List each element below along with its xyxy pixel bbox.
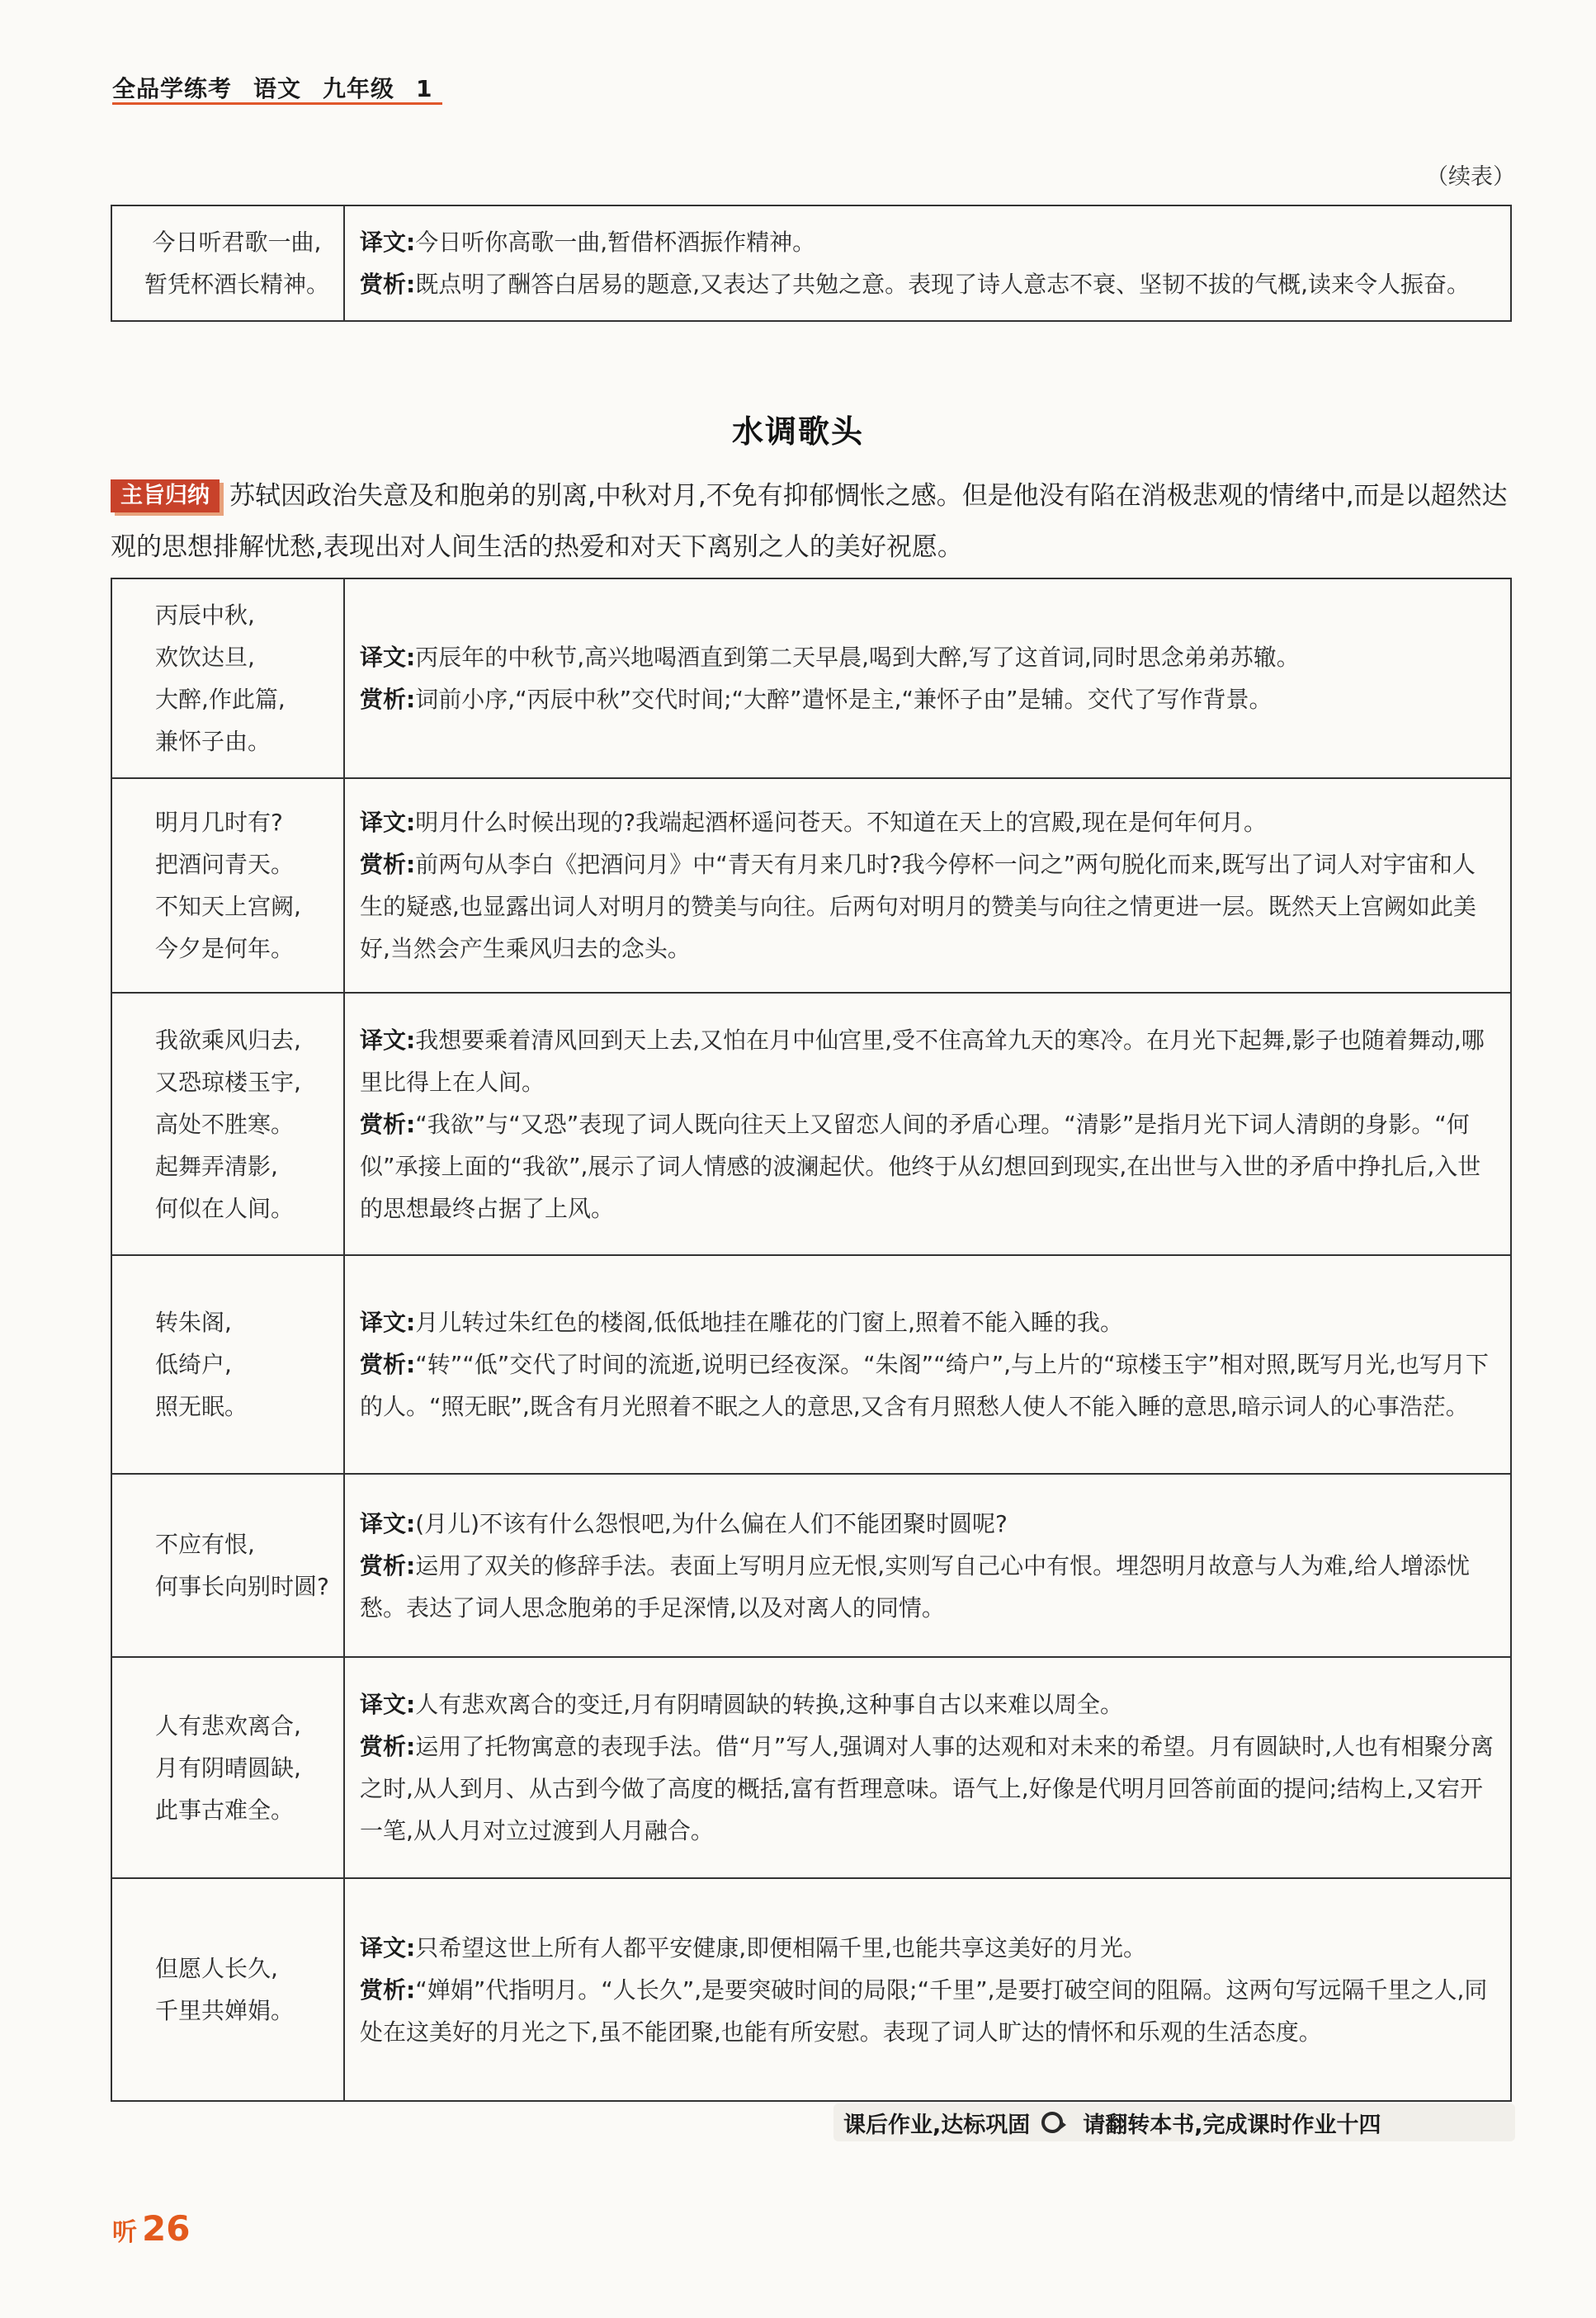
poem-lines-cell: [111, 1255, 344, 1474]
poem-line: 月有阴晴圆缺,: [155, 1754, 301, 1782]
analysis: [360, 1969, 1495, 2053]
page-number: [112, 2208, 190, 2249]
poem-line: 兼怀子由。: [155, 728, 272, 755]
explanation-cell: [344, 1255, 1511, 1474]
translation-text: 月儿转过朱红色的楼阁,低低地挂在雕花的门窗上,照着不能入睡的我。: [415, 1309, 1124, 1336]
analysis: [360, 843, 1495, 970]
poem-line: 何事长向别时圆?: [155, 1573, 329, 1600]
poem-line: 又恐琼楼玉宇,: [155, 1068, 301, 1096]
translation: [360, 221, 1495, 263]
poem-line: 不应有恨,: [155, 1531, 255, 1558]
page-header: [112, 71, 455, 102]
translation-text: 今日听你高歌一曲,暂借杯酒振作精神。: [415, 229, 816, 256]
page-prefix: 听: [112, 2218, 137, 2247]
translation: [360, 1683, 1495, 1726]
translation: [360, 1019, 1495, 1103]
poem-line: 起舞弄清影,: [155, 1152, 278, 1180]
poem-line: 今夕是何年。: [155, 935, 295, 962]
analysis-label: 赏析:: [360, 686, 416, 713]
theme-summary: [111, 470, 1513, 573]
poem-lines-cell: [111, 1878, 344, 2101]
explanation-cell: [344, 205, 1511, 321]
analysis-text: 词前小序,“丙辰中秋”交代时间;“大醉”遣怀是主,“兼怀子由”是辅。交代了写作背景。: [415, 686, 1273, 713]
analysis: [360, 1343, 1495, 1428]
explanation-cell: [344, 1474, 1511, 1657]
analysis: [360, 1726, 1495, 1852]
subject: 语文: [253, 75, 302, 102]
analysis-text: 运用了双关的修辞手法。表面上写明月应无恨,实则写自己心中有恨。埋怨明月故意与人为难,给人增添忧愁。表达了词人思念胞弟的手足深情,以及对离人的同情。: [360, 1551, 1471, 1622]
poem-line: 照无眠。: [155, 1393, 248, 1420]
analysis: [360, 678, 1495, 720]
translation-label: 译文:: [360, 1026, 416, 1054]
translation-label: 译文:: [360, 1309, 416, 1336]
translation-text: 明月什么时候出现的?我端起酒杯遥问苍天。不知道在天上的宫殿,现在是何年何月。: [415, 809, 1267, 836]
table-row: [111, 1657, 1511, 1878]
table-row: [111, 1474, 1511, 1657]
analysis-label: 赏析:: [360, 271, 416, 298]
translation: [360, 1301, 1495, 1343]
poem-line: 大醉,作此篇,: [155, 686, 286, 713]
translation: [360, 1927, 1495, 1969]
poem-line: 人有悲欢离合,: [155, 1711, 301, 1740]
explanation-cell: [344, 993, 1511, 1255]
table-row: [111, 578, 1511, 778]
previous-poem-table: [111, 205, 1512, 322]
theme-badge: 主旨归纳: [111, 479, 220, 512]
translation-label: 译文:: [360, 1509, 416, 1537]
page-number-value: 26: [142, 2208, 191, 2249]
homework-footer: [833, 2103, 1515, 2141]
brand-name: 全品学练考: [112, 75, 233, 102]
analysis-text: “转”“低”交代了时间的流逝,说明已经夜深。“朱阁”“绮户”,与上片的“琼楼玉宇”相对照,既写月光,也写月下的人。“照无眠”,既含有月光照着不眠之人的意思,又含有月照愁人使人不能入睡的意思,暗示词人的心事浩茫。: [360, 1351, 1489, 1420]
table-row: [111, 778, 1511, 993]
poem-lines-cell: [111, 778, 344, 993]
poem-lines-cell: [111, 1474, 344, 1657]
poem-line: 转朱阁,: [155, 1309, 232, 1336]
footer-right-text: 请翻转本书,完成课时作业十四: [1083, 2112, 1381, 2138]
explanation-cell: [344, 578, 1511, 778]
poem-line: 今日听君歌一曲,: [152, 229, 322, 256]
translation-text: 我想要乘着清风回到天上去,又怕在月中仙宫里,受不住高耸九天的寒冷。在月光下起舞,影子也随着舞动,哪里比得上在人间。: [360, 1026, 1485, 1096]
analysis-label: 赏析:: [360, 1110, 416, 1138]
analysis-text: 前两句从李白《把酒问月》中“青天有月来几时?我今停杯一问之”两句脱化而来,既写出了词人对宇宙和人生的疑惑,也显露出词人对明月的赞美与向往。后两句对明月的赞美与向往之情更进一层。既然天上宫阙如此美好,当然会产生乘风归去的念头。: [360, 851, 1476, 962]
translation-text: (月儿)不该有什么怨恨吧,为什么偏在人们不能团聚时圆呢?: [415, 1509, 1008, 1537]
poem-lines-cell: [111, 993, 344, 1255]
table-row: [111, 993, 1511, 1255]
poem-line: 欢饮达旦,: [155, 644, 255, 671]
analysis-text: “我欲”与“又恐”表现了词人既向往天上又留恋人间的矛盾心理。“清影”是指月光下词人清朗的身影。“何似”承接上面的“我欲”,展示了词人情感的波澜起伏。他终于从幻想回到现实,在出世与入世的矛盾中挣扎后,入世的思想最终占据了上风。: [360, 1110, 1481, 1222]
poem-title: 水调歌头: [731, 413, 864, 450]
translation-label: 译文:: [360, 1933, 416, 1962]
analysis-label: 赏析:: [360, 1351, 416, 1378]
table-row: [111, 1255, 1511, 1474]
analysis-label: 赏析:: [360, 851, 416, 878]
poem-lines-cell: [111, 1657, 344, 1878]
analysis-label: 赏析:: [360, 1976, 416, 2004]
translation: [360, 801, 1495, 843]
explanation-cell: [344, 1878, 1511, 2101]
poem-lines-cell: [111, 578, 344, 778]
translation-label: 译文:: [360, 1691, 416, 1718]
translation-label: 译文:: [360, 229, 416, 256]
analysis-text: “婵娟”代指明月。“人长久”,是要突破时间的局限;“千里”,是要打破空间的阻隔。这两句写远隔千里之人,同处在这美好的月光之下,虽不能团聚,也能有所安慰。表现了词人旷达的情怀和乐观的生活态度。: [360, 1976, 1488, 2046]
translation-label: 译文:: [360, 644, 416, 671]
analysis-text: 既点明了酬答白居易的题意,又表达了共勉之意。表现了诗人意志不衰、坚韧不拔的气概,读来令人振奋。: [415, 271, 1471, 298]
analysis: [360, 263, 1495, 305]
translation-text: 人有悲欢离合的变迁,月有阴晴圆缺的转换,这种事自古以来难以周全。: [415, 1691, 1124, 1718]
poem-line: 低绮户,: [155, 1351, 232, 1378]
poem-analysis-table: [111, 578, 1512, 2102]
poem-line: 高处不胜寒。: [155, 1110, 295, 1138]
analysis: [360, 1545, 1495, 1629]
explanation-cell: [344, 1657, 1511, 1878]
analysis: [360, 1103, 1495, 1230]
poem-line: 但愿人长久,: [155, 1955, 278, 1982]
poem-line: 此事古难全。: [155, 1796, 295, 1824]
poem-line: 我欲乘风归去,: [155, 1026, 301, 1054]
translation: [360, 1503, 1495, 1545]
table-row: [111, 1878, 1511, 2101]
header-rule: [112, 102, 442, 105]
analysis-label: 赏析:: [360, 1733, 416, 1760]
analysis-label: 赏析:: [360, 1551, 416, 1579]
grade: 九年级: [323, 75, 395, 102]
theme-text: 苏轼因政治失意及和胞弟的别离,中秋对月,不免有抑郁惆怅之感。但是他没有陷在消极悲观的情绪中,而是以超然达观的思想排解忧愁,表现出对人间生活的热爱和对天下离别之人的美好祝愿。: [111, 481, 1508, 562]
translation-text: 只希望这世上所有人都平安健康,即便相隔千里,也能共享这美好的月光。: [415, 1933, 1147, 1962]
table-row: [111, 205, 1511, 321]
continued-label: （续表）: [1426, 164, 1515, 190]
poem-lines-cell: [111, 205, 344, 321]
analysis-text: 运用了托物寓意的表现手法。借“月”写人,强调对人事的达观和对未来的希望。月有圆缺时,人也有相聚分离之时,从人到月、从古到今做了高度的概括,富有哲理意味。语气上,好像是代明月回答前面的提问;结构上,又宕开一笔,从人月对立过渡到人月融合。: [360, 1733, 1494, 1844]
volume: 1: [416, 75, 433, 102]
translation: [360, 636, 1495, 678]
poem-line: 丙辰中秋,: [155, 602, 255, 629]
translation-label: 译文:: [360, 809, 416, 836]
poem-line: 暂凭杯酒长精神。: [144, 271, 329, 298]
poem-line: 千里共婵娟。: [155, 1997, 295, 2024]
explanation-cell: [344, 778, 1511, 993]
poem-line: 何似在人间。: [155, 1194, 295, 1222]
footer-left-text: 课后作业,达标巩固: [843, 2112, 1031, 2138]
poem-line: 不知天上宫阙,: [155, 893, 301, 920]
refresh-icon: [1041, 2112, 1063, 2133]
translation-text: 丙辰年的中秋节,高兴地喝酒直到第二天早晨,喝到大醉,写了这首词,同时思念弟弟苏辙。: [415, 644, 1300, 671]
poem-line: 明月几时有?: [155, 809, 283, 836]
poem-line: 把酒问青天。: [155, 851, 295, 878]
